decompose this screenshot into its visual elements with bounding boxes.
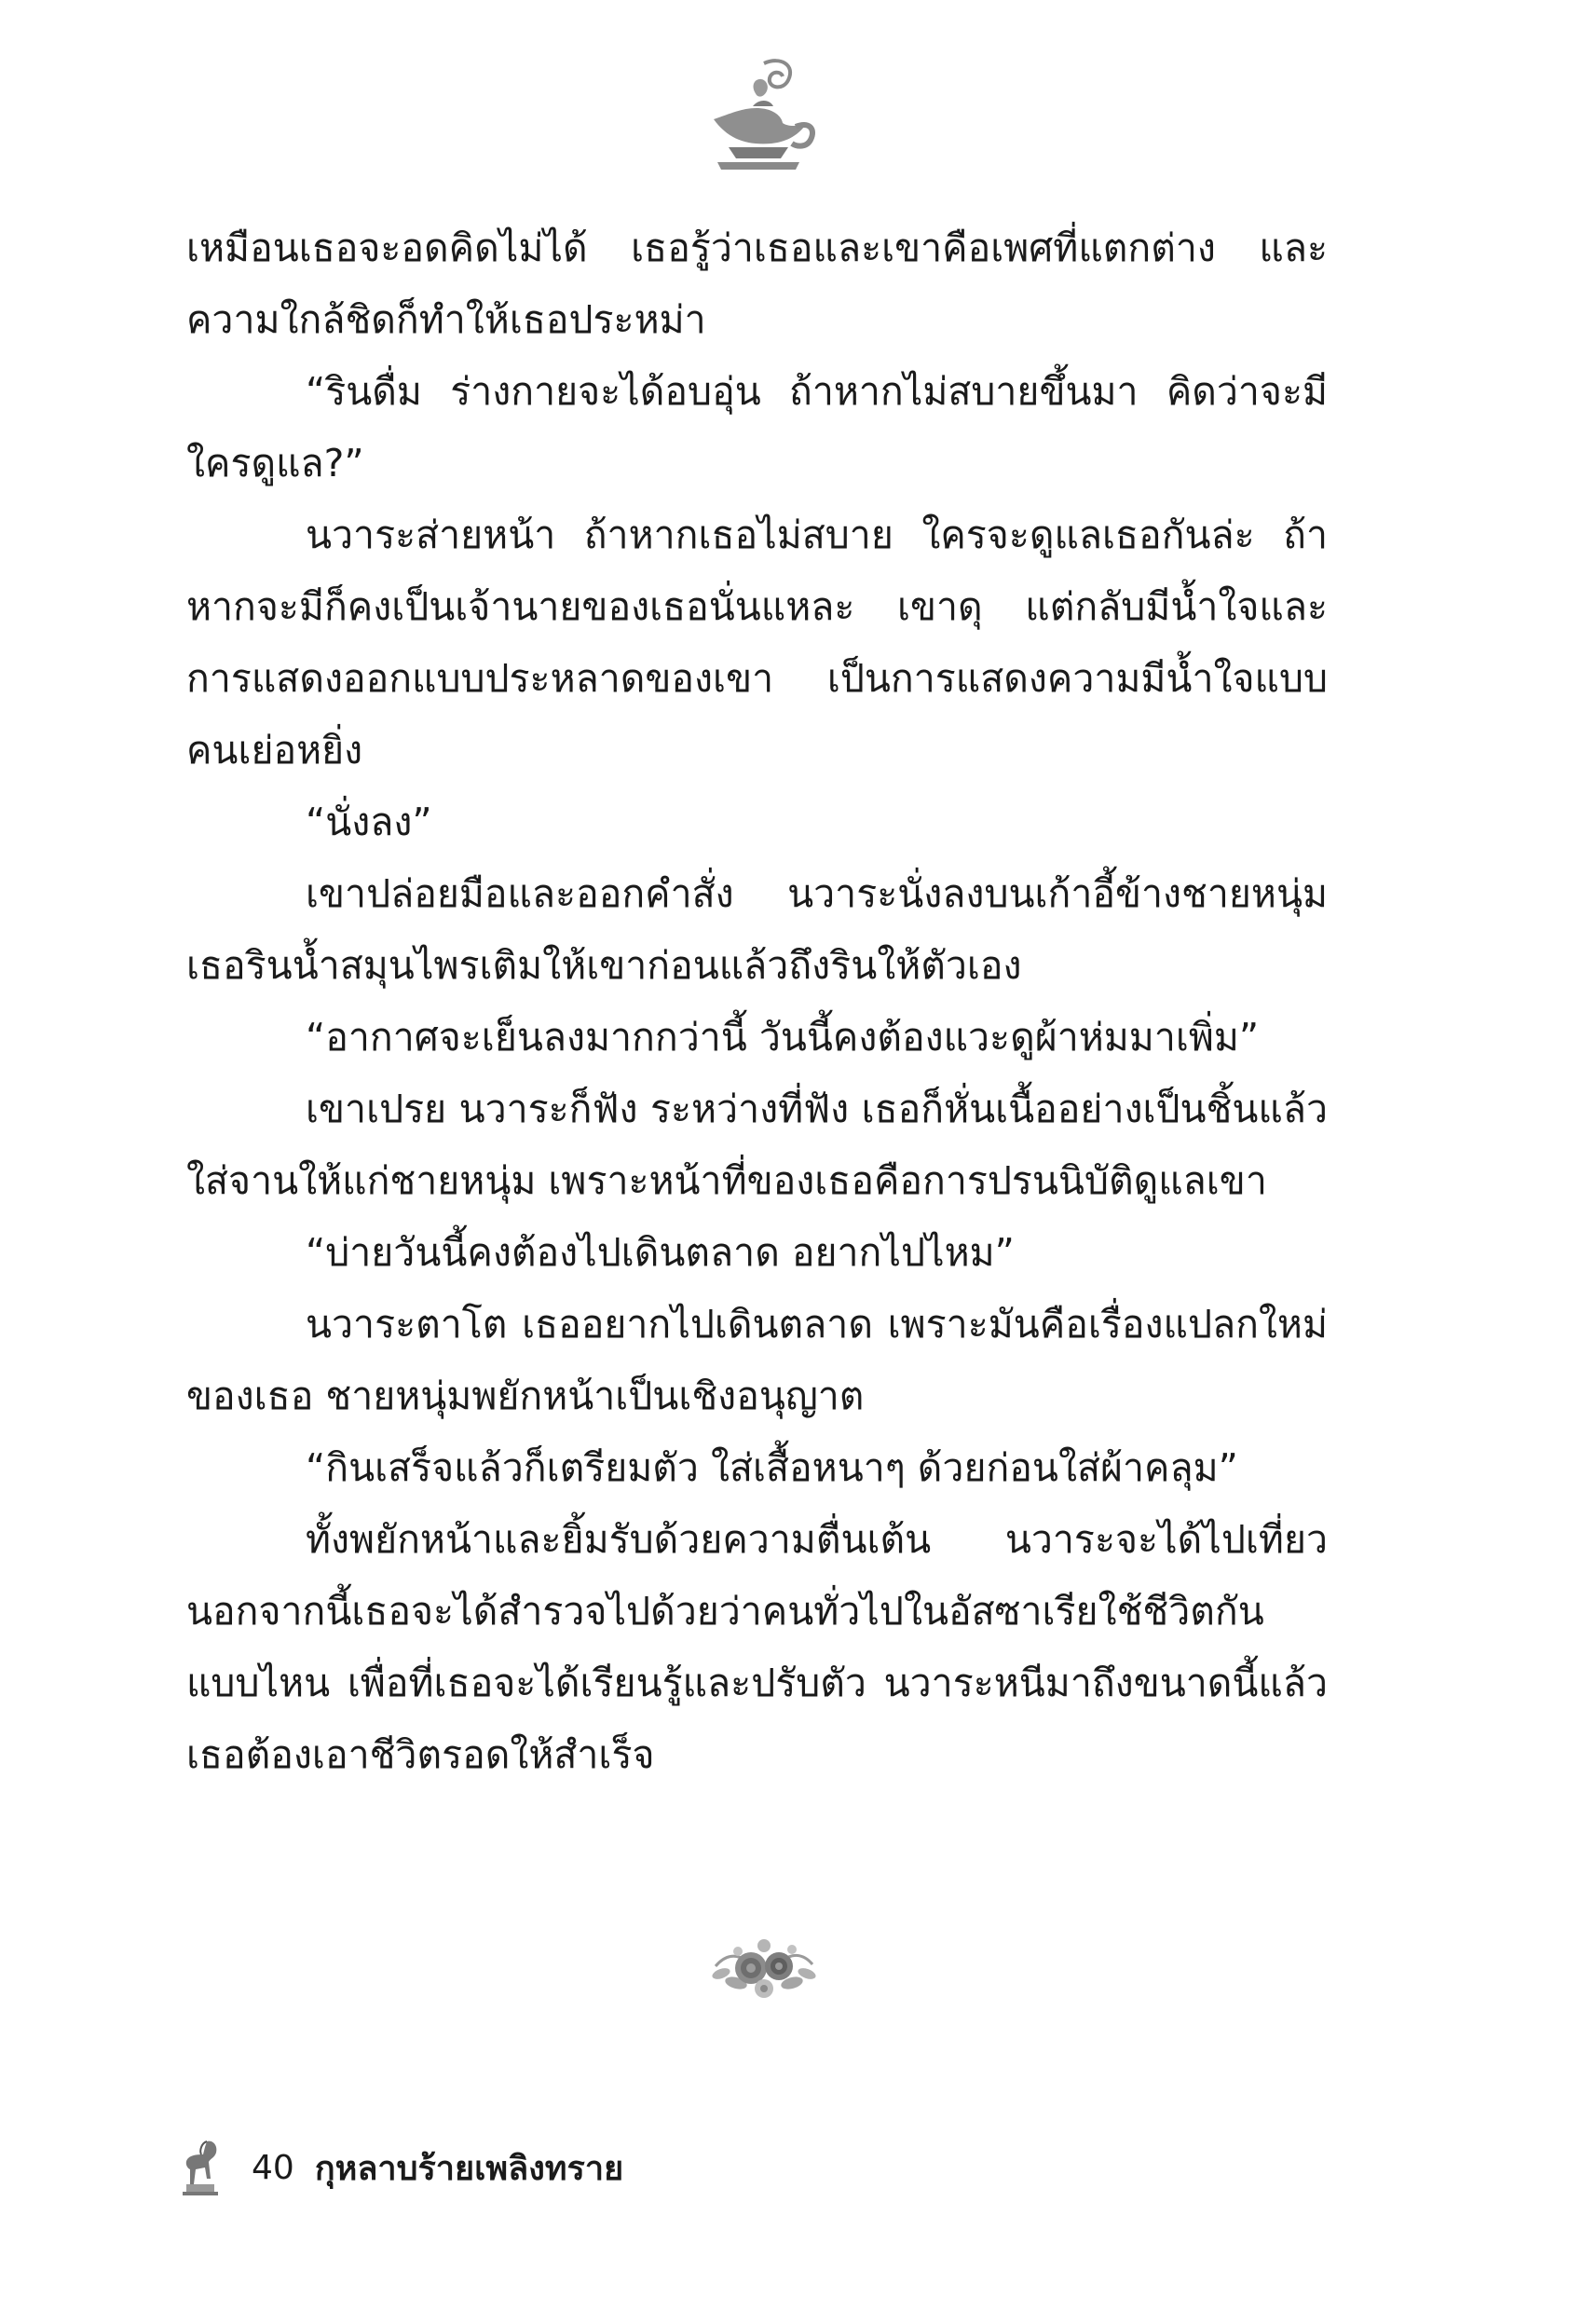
paragraph: “บ่ายวันนี้คงต้องไปเดินตลาด อยากไปไหม” [306,1230,1015,1275]
paragraph: นวาระส่ายหน้า ถ้าหากเธอไม่สบาย ใครจะดูแลเธอกันล่ะ ถ้าหากจะมีก็คงเป็นเจ้านายของเธอนั่นแหละ เขาดุ แต่กลับมีน้ำใจและการแสดงออกแบบประหลาดของเขา เป็นการแสดงความมีน้ำใจแบบคนเย่อหยิ่ง [186,513,1328,773]
paragraph: นวาระตาโต เธออยากไปเดินตลาด เพราะมันคือเรื่องแปลกใหม่ของเธอ ชายหนุ่มพยักหน้าเป็นเชิงอนุญาต [186,1302,1328,1418]
paragraph: “นั่งลง” [306,800,432,844]
paragraph: “รินดื่ม ร่างกายจะได้อบอุ่น ถ้าหากไม่สบายขึ้นมา คิดว่าจะมีใครดูแล?” [186,369,1328,485]
book-title: กุหลาบร้ายเพลิงทราย [314,2149,624,2188]
paragraph: เหมือนเธอจะอดคิดไม่ได้ เธอรู้ว่าเธอและเขาคือเพศที่แตกต่าง และความใกล้ชิดก็ทำให้เธอประหม่า [186,226,1328,342]
paragraph: เขาเปรย นวาระก็ฟัง ระหว่างที่ฟัง เธอก็หั่นเนื้ออย่างเป็นชิ้นแล้วใส่จานให้แก่ชายหนุ่ม เพราะหน้าที่ของเธอคือการปรนนิบัติดูแลเขา [186,1087,1328,1203]
paragraph: “อากาศจะเย็นลงมากกว่านี้ วันนี้คงต้องแวะดูผ้าห่มมาเพิ่ม” [306,1015,1260,1060]
horse-icon [179,2138,224,2197]
flower-bouquet-icon [708,1927,820,2005]
paragraph: เขาปล่อยมือและออกคำสั่ง นวาระนั่งลงบนเก้าอี้ข้างชายหนุ่ม เธอรินน้ำสมุนไพรเติมให้เขาก่อนแล้วถึงรินให้ตัวเอง [186,871,1328,988]
paragraph: ทั้งพยักหน้าและยิ้มรับด้วยความตื่นเต้น นวาระจะได้ไปเที่ยวนอกจากนี้เธอจะได้สำรวจไปด้วยว่าคนทั่วไปในอัสซาเรียใช้ชีวิตกันแบบไหน เพื่อที่เธอจะได้เรียนรู้และปรับตัว นวาระหนีมาถึงขนาดนี้แล้วเธอต้องเอาชีวิตรอดให้สำเร็จ [186,1517,1328,1777]
genie-lamp-icon [691,54,822,175]
page-number: 40 [252,2148,294,2187]
body-text [186,212,1328,1791]
paragraph: “กินเสร็จแล้วก็เตรียมตัว ใส่เสื้อหนาๆ ด้วยก่อนใส่ผ้าคลุม” [306,1445,1238,1490]
page-footer [179,2134,623,2201]
